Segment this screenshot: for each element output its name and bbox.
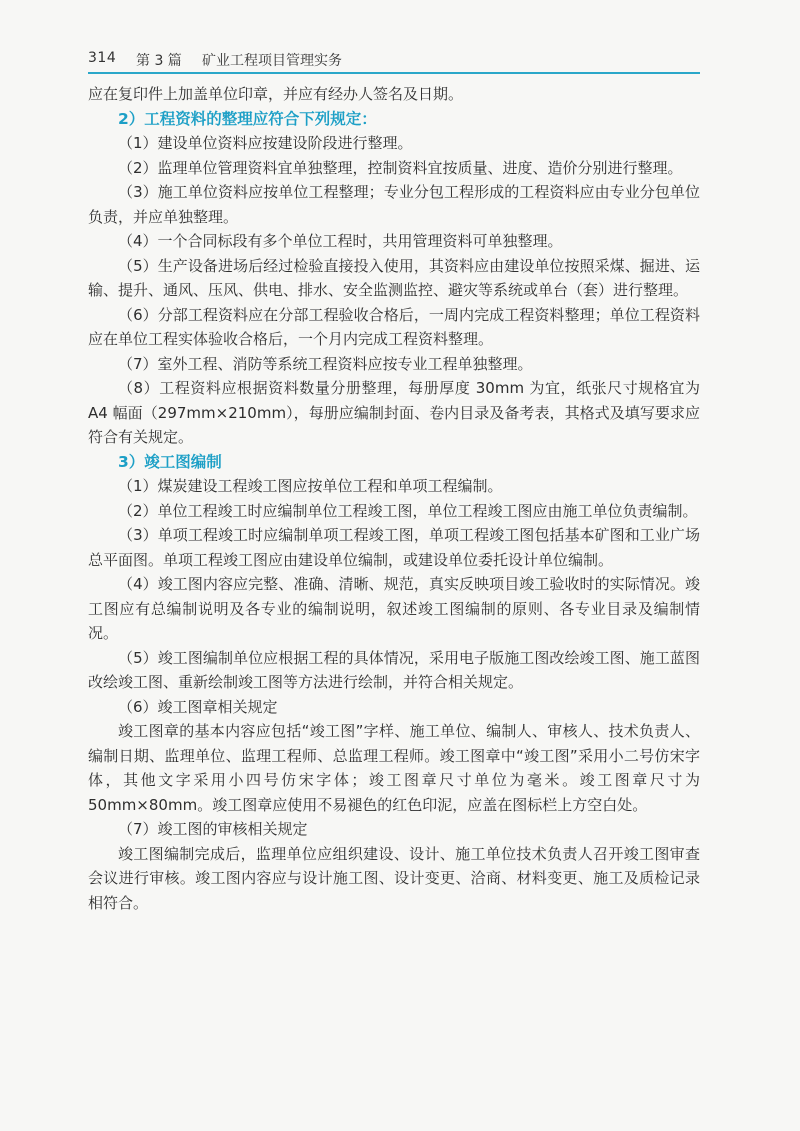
page-number: 314 — [88, 50, 117, 66]
list-item: （3）施工单位资料应按单位工程整理；专业分包工程形成的工程资料应由专业分包单位负责，并应单独整理。 — [88, 183, 700, 226]
list-item: （4）竣工图内容应完整、准确、清晰、规范，真实反映项目竣工验收时的实际情况。竣工图应有总编制说明及各专业的编制说明，叙述竣工图编制的原则、各专业目录及编制情况。 — [88, 575, 700, 642]
subsection-title: （6）竣工图章相关规定 — [118, 697, 278, 716]
book-title: 矿业工程项目管理实务 — [202, 53, 342, 69]
list-item: （1）建设单位资料应按建设阶段进行整理。 — [118, 134, 413, 152]
page-header — [88, 46, 700, 72]
list-item: （5）生产设备进场后经过检验直接投入使用，其资料应由建设单位按照采煤、掘进、运输、提升、通风、压风、供电、排水、安全监测监控、避灾等系统或单台（套）进行整理。 — [88, 256, 700, 299]
list-item: （3）单项工程竣工时应编制单项工程竣工图，单项工程竣工图包括基本矿图和工业广场总平面图。单项工程竣工图应由建设单位编制，或建设单位委托设计单位编制。 — [88, 526, 700, 569]
chapter-label: 第 3 篇 — [136, 53, 182, 69]
list-item: （2）单位工程竣工时应编制单位工程竣工图，单位工程竣工图应由施工单位负责编制。 — [118, 501, 698, 520]
list-item: （6）分部工程资料应在分部工程验收合格后，一周内完成工程资料整理；单位工程资料应在单位工程实体验收合格后，一个月内完成工程资料整理。 — [88, 305, 700, 348]
list-item: （8）工程资料应根据资料数量分册整理，每册厚度 30mm 为宜，纸张尺寸规格宜为 A4 幅面（297mm×210mm），每册应编制封面、卷内目录及备考表，其格式及填写要求应符合有关规定。 — [88, 379, 700, 446]
list-item: （2）监理单位管理资料宜单独整理，控制资料宜按质量、进度、造价分别进行整理。 — [118, 158, 683, 177]
section-heading: 2）工程资料的整理应符合下列规定： — [118, 109, 377, 128]
section-heading: 3）竣工图编制 — [118, 452, 222, 471]
paragraph: 竣工图章的基本内容应包括“竣工图”字样、施工单位、编制人、审核人、技术负责人、编制日期、监理单位、监理工程师、总监理工程师。竣工图章中“竣工图”采用小二号仿宋字体，其他文字采用小四号仿宋字体；竣工图章尺寸单位为毫米。竣工图章尺寸为 50mm×80mm。竣工图章应使用不易褪色的红色印泥，应盖在图标栏上方空白处。 — [88, 722, 700, 814]
header-divider — [88, 72, 700, 74]
list-item: （7）室外工程、消防等系统工程资料应按专业工程单独整理。 — [118, 354, 533, 373]
paragraph: 应在复印件上加盖单位印章，并应有经办人签名及日期。 — [88, 85, 464, 103]
paragraph: 竣工图编制完成后，监理单位应组织建设、设计、施工单位技术负责人召开竣工图审查会议进行审核。竣工图内容应与设计施工图、设计变更、洽商、材料变更、施工及质检记录相符合。 — [88, 844, 700, 912]
page-body — [88, 82, 700, 915]
list-item: （5）竣工图编制单位应根据工程的具体情况，采用电子版施工图改绘竣工图、施工蓝图改绘竣工图、重新绘制竣工图等方法进行绘制，并符合相关规定。 — [88, 648, 700, 691]
list-item: （4）一个合同标段有多个单位工程时，共用管理资料可单独整理。 — [118, 232, 563, 250]
subsection-title: （7）竣工图的审核相关规定 — [118, 820, 308, 838]
list-item: （1）煤炭建设工程竣工图应按单位工程和单项工程编制。 — [118, 477, 503, 495]
